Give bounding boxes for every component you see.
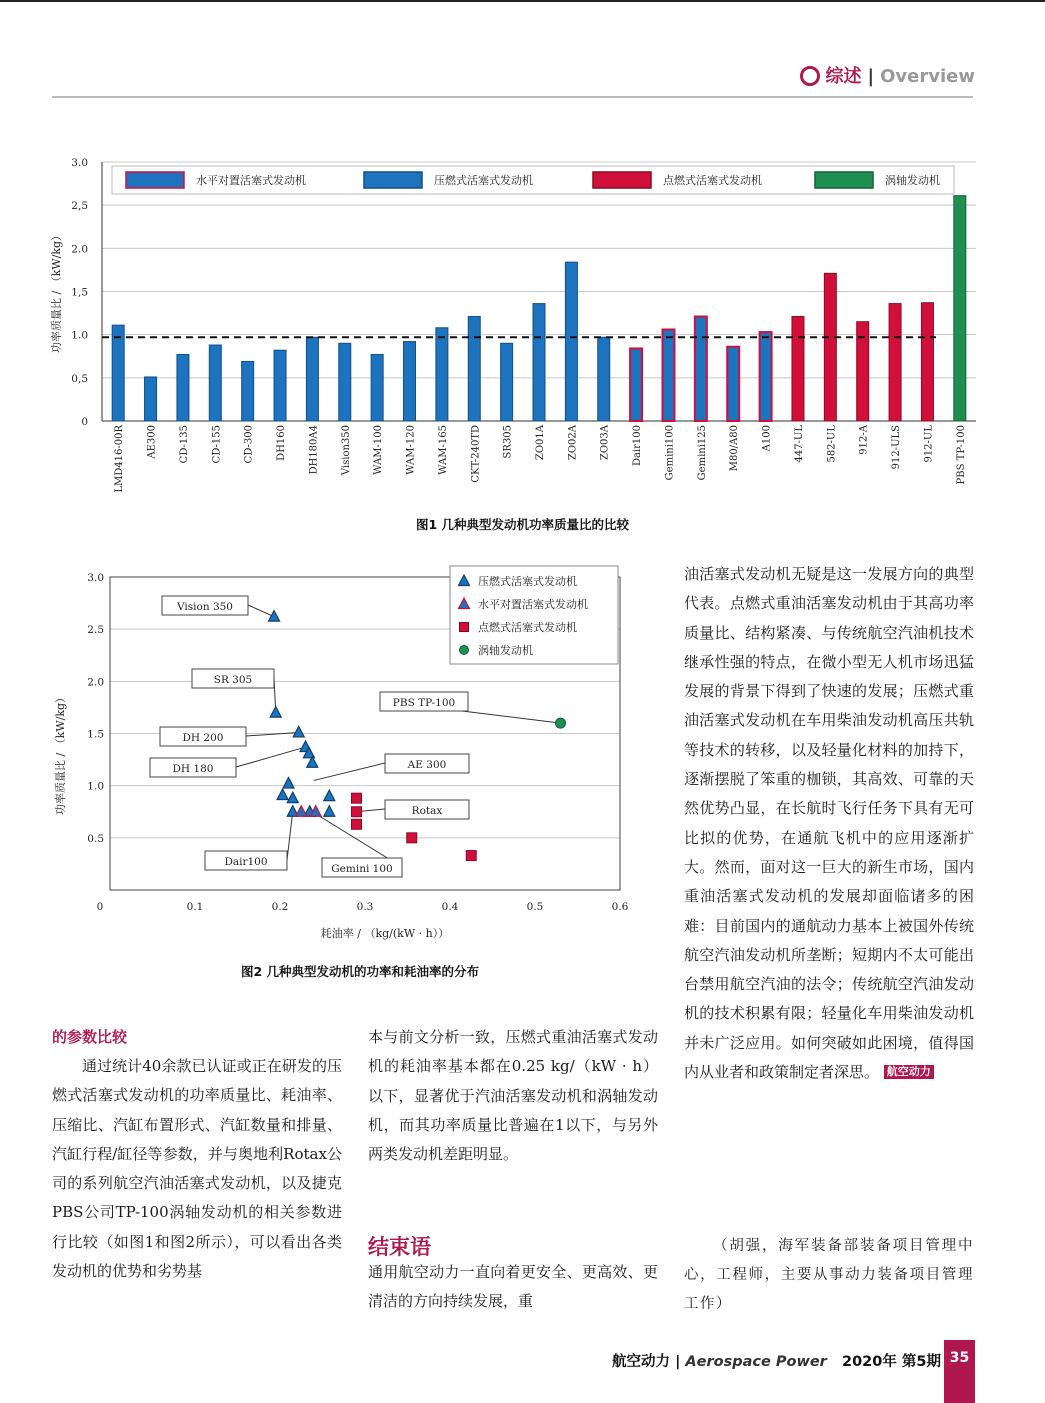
bar-pbs-tp-100 — [954, 196, 966, 421]
y-tick-label: 2.0 — [71, 243, 88, 256]
y-tick-label: 1.5 — [87, 728, 104, 741]
y-axis-label: 功率质量比 / （kW/kg） — [50, 229, 63, 354]
legend-swatch — [364, 172, 422, 188]
x-tick-label: AE300 — [146, 425, 158, 459]
x-tick-label: 0.4 — [441, 901, 459, 913]
bar-ae300 — [145, 377, 157, 421]
figure-1-caption: 图1 几种典型发动机功率质量比的比较 — [415, 517, 630, 532]
x-tick-label: DH180A4 — [308, 425, 320, 475]
bar-sr305 — [501, 343, 513, 421]
legend-swatch — [815, 172, 873, 188]
figure-1-bar-chart — [40, 150, 1000, 510]
journal-footer — [612, 1350, 941, 1371]
legend-swatch — [593, 172, 651, 188]
annotation-label: DH 200 — [182, 732, 224, 744]
x-tick-label: 0.1 — [186, 901, 204, 913]
data-point-spark-ignition — [352, 807, 362, 817]
author-bio: （胡强，海军装备部装备项目管理中心，工程师，主要从事动力装备项目管理工作） — [684, 1238, 974, 1312]
data-point-spark-ignition — [466, 851, 476, 861]
y-axis-label: 功率质量比 / （kW/kg） — [54, 691, 67, 816]
footer-divider: | — [675, 1354, 681, 1370]
y-tick-label: 0 — [81, 416, 88, 428]
x-tick-label: Gemini100 — [664, 425, 676, 481]
y-tick-label: 0.5 — [87, 832, 104, 845]
x-tick-label: WAM-120 — [405, 425, 417, 475]
x-tick-label: DH160 — [276, 425, 288, 461]
legend-label: 压燃式活塞式发动机 — [434, 174, 533, 187]
y-tick-label: 3.0 — [71, 157, 88, 169]
data-point-compression-ignition — [283, 778, 294, 789]
page-number: 35 — [949, 1350, 970, 1366]
column-1-text: 通过统计40余款已认证或正在研发的压燃式活塞式发动机的功率质量比、耗油率、压缩比、汽缸布置形式、汽缸数量和排量、汽缸行程/缸径等参数，并与奥地利Rotax公司的系列航空汽油活塞式发动机，以及捷克PBS公司TP-100涡轴发动机的相关参数进行比较（如图1和图2所示），可以看出各类发动机的优势和劣势基 — [52, 1057, 342, 1281]
bar-912-uls — [889, 304, 901, 421]
x-tick-label: PBS TP-100 — [955, 425, 967, 485]
data-point-compression-ignition — [277, 789, 288, 800]
bar-wam-120 — [404, 342, 416, 421]
bar-wam-165 — [436, 328, 448, 421]
x-axis-label: 耗油率 / （kg/(kW · h）） — [320, 927, 450, 940]
annotation-leader — [246, 732, 299, 736]
header-rule — [52, 96, 973, 98]
data-point-compression-ignition — [293, 726, 304, 737]
conclusion-heading: 结束语 — [368, 1235, 431, 1259]
legend-swatch — [126, 172, 184, 188]
bar-912-ul — [921, 303, 933, 421]
section-title-cn: 综述 — [825, 66, 862, 87]
x-tick-label: WAM-100 — [373, 425, 385, 475]
x-tick-label: Dair100 — [632, 425, 644, 467]
bar-gemini100 — [662, 329, 674, 421]
annotation-label: Dair100 — [224, 856, 268, 868]
bar-dair100 — [630, 348, 642, 421]
bar-dh180a4 — [306, 337, 318, 421]
data-point-spark-ignition — [352, 793, 362, 803]
data-point-horizontally-opposed — [296, 806, 307, 817]
x-tick-label: 447-UL — [793, 425, 805, 463]
annotation-label: AE 300 — [407, 759, 447, 771]
legend-label: 水平对置活塞式发动机 — [478, 598, 588, 611]
legend-marker — [460, 646, 469, 655]
y-tick-label: 1,5 — [71, 286, 88, 299]
bar-447-ul — [792, 317, 804, 421]
x-tick-label: SR305 — [502, 425, 514, 459]
bar-zo03a — [598, 337, 610, 421]
journal-name-cn: 航空动力 — [612, 1354, 670, 1370]
section-logo-icon — [800, 66, 820, 86]
x-tick-label: 582-UL — [826, 425, 838, 463]
y-tick-label: 3.0 — [87, 572, 104, 584]
data-point-spark-ignition — [352, 819, 362, 829]
y-tick-label: 1.0 — [71, 329, 88, 342]
journal-name-en: Aerospace Power — [685, 1354, 827, 1370]
legend-label: 点燃式活塞式发动机 — [663, 174, 762, 187]
top-rule — [0, 0, 1045, 2]
bar-vision350 — [339, 343, 351, 421]
legend-label: 点燃式活塞式发动机 — [478, 621, 577, 634]
annotation-label: DH 180 — [172, 763, 214, 775]
data-point-compression-ignition — [287, 792, 298, 803]
x-tick-label: 0 — [96, 901, 104, 913]
x-tick-label: Vision350 — [340, 425, 352, 476]
y-tick-label: 2,5 — [71, 200, 88, 213]
x-tick-label: A100 — [761, 425, 773, 452]
bar-wam-100 — [371, 355, 383, 421]
x-tick-label: 0.5 — [526, 901, 544, 913]
bar-lmd416-00r — [112, 325, 124, 421]
x-tick-label: 0.2 — [271, 901, 289, 913]
data-point-compression-ignition — [269, 611, 280, 622]
bar-a100 — [760, 332, 772, 421]
y-tick-label: 0,5 — [71, 372, 88, 385]
x-tick-label: ZO03A — [599, 425, 611, 461]
x-tick-label: 0.6 — [611, 901, 629, 913]
column-3-text — [684, 560, 974, 1087]
column-3-paragraph: 油活塞式发动机无疑是这一发展方向的典型代表。点燃式重油活塞发动机由于其高功率质量比、结构紧凑、与传统航空汽油机技术继承性强的特点，在微小型无人机市场迅猛发展的背景下得到了快速的发展；压燃式重油活塞式发动机在车用柴油发动机高压共轨等技术的转移，以及轻量化材料的加持下，逐渐摆脱了笨重的枷锁，其高效、可靠的天然优势凸显，在长航时飞行任务下具有无可比拟的优势，在通航飞机中的应用逐渐扩大。然而，面对这一巨大的新生市场，国内重油活塞式发动机的发展却面临诸多的困难：目前国内的通航动力基本上被国外传统航空汽油发动机所垄断；短期内不太可能出台禁用航空汽油的法令；传统航空汽油发动机的技术积累有限；轻量化车用柴油发动机并未广泛应用。如何突破如此困境，值得国内从业者和政策制定者深思。 — [684, 565, 974, 1082]
annotation-leader — [314, 763, 385, 780]
x-tick-label: WAM-165 — [437, 425, 449, 475]
x-tick-label: Gemini125 — [696, 425, 708, 481]
column-2-text: 本与前文分析一致，压燃式重油活塞式发动机的耗油率基本都在0.25 kg/（kW · h）以下，显著优于汽油活塞发动机和涡轴发动机，而其功率质量比普遍在1以下，与另外两类发动机差距明显。 — [368, 1028, 658, 1164]
bar-dh160 — [274, 350, 286, 421]
bar-zo01a — [533, 304, 545, 421]
legend-label: 涡轴发动机 — [478, 644, 533, 657]
data-point-compression-ignition — [324, 806, 335, 817]
data-point-compression-ignition — [324, 790, 335, 801]
header-divider: | — [867, 66, 875, 87]
y-tick-label: 2.0 — [87, 676, 104, 689]
x-tick-label: CD-300 — [243, 425, 255, 464]
x-tick-label: LMD416-00R — [114, 425, 126, 493]
legend-label: 涡轴发动机 — [885, 174, 940, 187]
x-tick-label: 912-UL — [923, 425, 935, 463]
x-tick-label: CD-135 — [178, 425, 190, 464]
annotation-leader — [236, 747, 306, 767]
bar-ckt-240td — [468, 317, 480, 421]
x-tick-label: 912-ULS — [891, 425, 903, 470]
x-tick-label: 0.3 — [356, 901, 374, 913]
annotation-leader — [248, 605, 274, 617]
bar-582-ul — [824, 273, 836, 421]
x-tick-label: 912-A — [858, 425, 870, 455]
data-point-turboshaft — [556, 718, 566, 728]
legend-label: 压燃式活塞式发动机 — [478, 575, 577, 588]
legend-label: 水平对置活塞式发动机 — [196, 174, 306, 187]
data-point-spark-ignition — [407, 833, 417, 843]
x-tick-label: ZO01A — [535, 425, 546, 461]
y-tick-label: 1.0 — [87, 780, 104, 793]
x-tick-label: ZO02A — [567, 425, 579, 461]
x-tick-label: CKT-240TD — [470, 425, 482, 483]
data-point-compression-ignition — [270, 707, 281, 718]
y-tick-label: 2.5 — [87, 624, 104, 637]
annotation-label: Gemini 100 — [331, 863, 393, 875]
legend-marker — [460, 623, 469, 632]
column-1-heading: 的参数比较 — [52, 1028, 128, 1046]
section-title-en: Overview — [880, 66, 975, 87]
issue-number: 2020年 第5期 — [842, 1354, 941, 1370]
figure-2-caption: 图2 几种典型发动机的功率和耗油率的分布 — [240, 964, 480, 979]
x-tick-label: M80/A80 — [729, 425, 741, 472]
bar-cd-300 — [242, 361, 254, 421]
annotation-label: SR 305 — [213, 674, 253, 686]
end-mark-logo: 航空动力 — [884, 1065, 934, 1079]
bar-m80-a80 — [727, 347, 739, 421]
annotation-label: Vision 350 — [177, 601, 233, 613]
section-header — [800, 62, 975, 88]
bar-cd-135 — [177, 355, 189, 421]
annotation-label: Rotax — [411, 805, 443, 817]
bar-gemini125 — [695, 317, 707, 421]
bar-zo02a — [565, 262, 577, 421]
annotation-leader — [287, 812, 293, 860]
x-tick-label: CD-155 — [211, 425, 223, 464]
bar-cd-155 — [209, 345, 221, 421]
annotation-label: PBS TP-100 — [392, 697, 456, 709]
conclusion-text: 通用航空动力一直向着更安全、更高效、更清洁的方向持续发展，重 — [368, 1263, 658, 1311]
figure-2-scatter-chart — [40, 560, 650, 950]
